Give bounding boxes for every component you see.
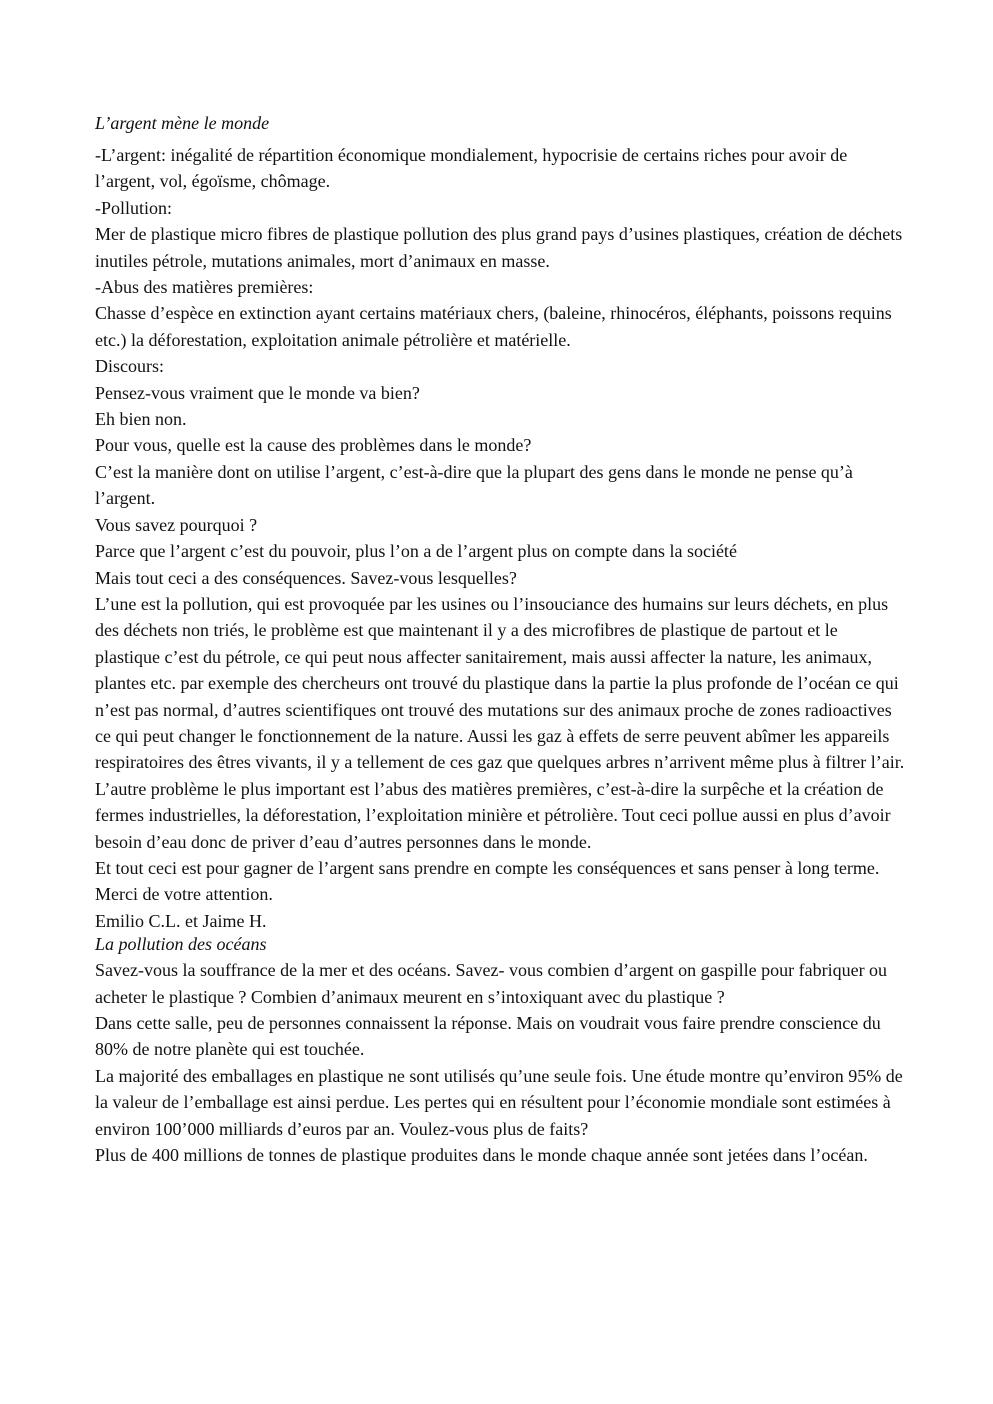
paragraph-salle: Dans cette salle, peu de personnes connaissent la réponse. Mais on voudrait vous faire prendre conscience du 80% de notre planète qui est touchée.	[95, 1013, 881, 1060]
paragraph-question-cause: Pour vous, quelle est la cause des problèmes dans le monde?	[95, 435, 532, 456]
paragraph-merci: Merci de votre attention.	[95, 884, 273, 905]
paragraph-souffrance-mer: Savez-vous la souffrance de la mer et des océans. Savez- vous combien d’argent on gaspille pour fabriquer ou acheter le plastique ? Combien d’animaux meurent en s’intoxiquant avec du plastique ?	[95, 960, 888, 1007]
document-page	[95, 110, 905, 1168]
paragraph-maniere-argent: C’est la manière dont on utilise l’argent, c’est-à-dire que la plupart des gens dans le monde ne pense qu’à l’argent.	[95, 461, 853, 509]
paragraph-conclusion: Et tout ceci est pour gagner de l’argent sans prendre en compte les conséquences et sans penser à long terme.	[95, 857, 880, 878]
paragraph-matieres-discours: L’autre problème le plus important est l’abus des matières premières, c’est-à-dire la surpêche et la création de fermes industrielles, la déforestation, l’exploitation minière et pétrolière. Tout ceci pollue aussi en plus d’avoir besoin d’eau donc de priver d’eau d’autres personnes dans le monde.	[95, 778, 891, 852]
paragraph-pouvoir: Parce que l’argent c’est du pouvoir, plus l’on a de l’argent plus on compte dans la société	[95, 541, 737, 562]
section-title-oceans: La pollution des océans	[95, 934, 267, 955]
paragraph-pollution-heading: -Pollution:	[95, 197, 173, 218]
paragraph-question-monde: Pensez-vous vraiment que le monde va bien?	[95, 382, 420, 403]
paragraph-consequences: Mais tout ceci a des conséquences. Savez-vous lesquelles?	[95, 567, 517, 588]
paragraph-discours-heading: Discours:	[95, 356, 164, 377]
paragraph-eh-bien-non: Eh bien non.	[95, 409, 187, 430]
paragraph-tonnes-plastique: Plus de 400 millions de tonnes de plastique produites dans le monde chaque année sont jetées dans l’océan.	[95, 1145, 868, 1166]
paragraph-abus-notes: Chasse d’espèce en extinction ayant certains matériaux chers, (baleine, rhinocéros, éléphants, poissons requins etc.) la déforestation, exploitation animale pétrolière et matérielle.	[95, 303, 892, 350]
paragraph-abus-heading: -Abus des matières premières:	[95, 277, 314, 298]
paragraph-pollution-notes: Mer de plastique micro fibres de plastique pollution des plus grand pays d’usines plastiques, création de déchets inutiles pétrole, mutations animales, mort d’animaux en masse.	[95, 224, 903, 271]
paragraph-pollution-discours: L’une est la pollution, qui est provoquée par les usines ou l’insouciance des humains sur leurs déchets, en plus des déchets non triés, le problème est que maintenant il y a des microfibres de plastique de partout et le plastique c’est du pétrole, ce qui peut nous affecter sanitairement, mais aussi affecter la nature, les animaux, plantes etc. par exemple des chercheurs ont trouvé du plastique dans la partie la plus profonde de l’océan ce qui n’est pas normal, d’autres scientifiques ont trouvé des mutations sur des animaux proche de zones radioactives ce qui peut changer le fonctionnement de la nature. Aussi les gaz à effets de serre peuvent abîmer les appareils respiratoires des êtres vivants, il y a tellement de ces gaz que quelques arbres n’arrivent même plus à filtrer l’air.	[95, 593, 905, 773]
paragraph-authors: Emilio C.L. et Jaime H.	[95, 910, 267, 931]
paragraph-argent-notes: -L’argent: inégalité de répartition économique mondialement, hypocrisie de certains riches pour avoir de l’argent, vol, égoïsme, chômage.	[95, 145, 848, 192]
section-title-argent: L’argent mène le monde	[95, 113, 270, 133]
paragraph-emballages: La majorité des emballages en plastique ne sont utilisés qu’une seule fois. Une étude montre qu’environ 95% de la valeur de l’emballage est ainsi perdue. Les pertes qui en résultent pour l’économie mondiale sont estimées à environ 100’000 milliards d’euros par an. Voulez-vous plus de faits?	[95, 1065, 903, 1139]
paragraph-pourquoi: Vous savez pourquoi ?	[95, 514, 258, 535]
